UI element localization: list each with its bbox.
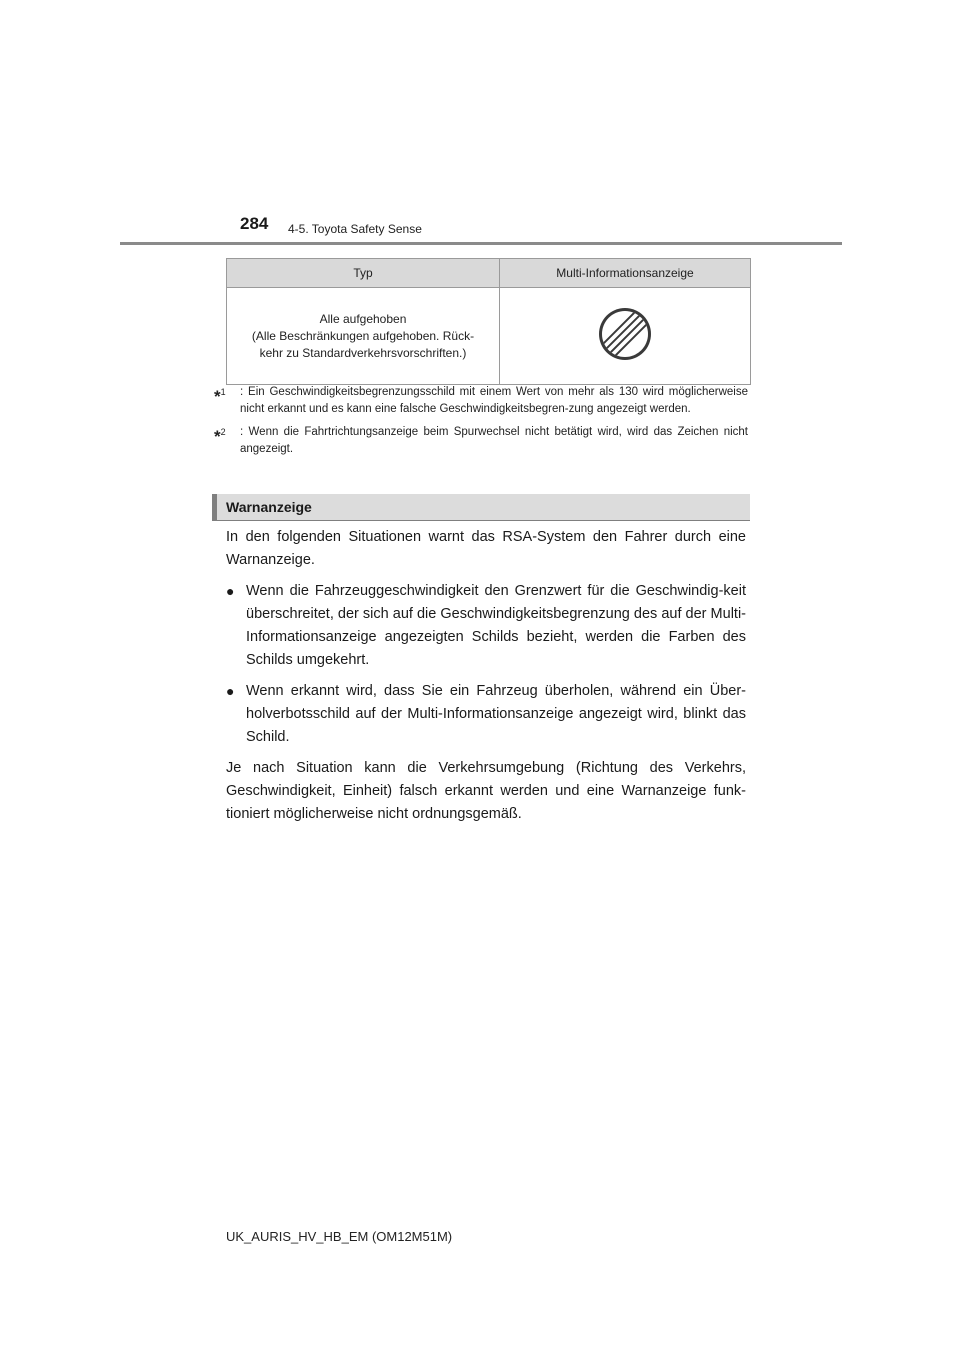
table-header-display: Multi-Informationsanzeige xyxy=(500,259,751,288)
end-of-all-restrictions-sign-icon xyxy=(597,306,653,362)
subheading-warnanzeige xyxy=(212,494,750,521)
body-text xyxy=(226,526,746,834)
type-line: (Alle Beschränkungen aufgehoben. Rück- xyxy=(251,328,475,343)
bullet-icon: ● xyxy=(226,583,235,599)
footnote-text: : Ein Geschwindigkeitsbegrenzungsschild mit einem Wert von mehr als 130 wird möglicherweise nicht erkannt und es kann eine falsche Geschwindigkeitsbegren-zung angezeigt werden. xyxy=(240,386,748,415)
bullet-item xyxy=(226,580,746,672)
section-title: 4-5. Toyota Safety Sense xyxy=(288,222,422,236)
footnote-1 xyxy=(214,384,748,418)
footnote-2 xyxy=(214,424,748,458)
closing-paragraph: Je nach Situation kann die Verkehrsumgebung (Richtung des Verkehrs, Geschwindigkeit, Einheit) falsch erkannt werden und eine Warnanzeige funk-tioniert möglicherweise nicht ordnungsgemäß. xyxy=(226,760,746,822)
footnote-text: : Wenn die Fahrtrichtungsanzeige beim Spurwechsel nicht betätigt wird, wird das Zeichen nicht angezeigt. xyxy=(240,426,748,455)
footer-document-id: UK_AURIS_HV_HB_EM (OM12M51M) xyxy=(226,1229,453,1244)
intro-paragraph: In den folgenden Situationen warnt das RSA-System den Fahrer durch eine Warnanzeige. xyxy=(226,529,746,568)
table-header-row xyxy=(227,259,751,288)
footnote-star: * xyxy=(214,387,221,406)
footnote-number: 2 xyxy=(220,427,226,437)
footnotes xyxy=(214,384,748,464)
bullet-icon: ● xyxy=(226,683,235,699)
footnote-number: 1 xyxy=(220,387,226,397)
table-cell-type xyxy=(227,288,500,385)
table-cell-display xyxy=(500,288,751,385)
footnote-star: * xyxy=(214,427,221,446)
page-number: 284 xyxy=(240,214,269,233)
bullet-text: Wenn die Fahrzeuggeschwindigkeit den Grenzwert für die Geschwindig-keit überschreitet, der sich auf die Geschwindigkeitsbegrenzung des auf der Multi-Informationsanzeige angezeigten Schilds bezieht, werden die Farben des Schilds umgekehrt. xyxy=(246,583,746,668)
sign-table xyxy=(226,258,751,385)
table-header-type: Typ xyxy=(227,259,500,288)
table-row xyxy=(227,288,751,385)
subheading-label: Warnanzeige xyxy=(226,499,312,515)
type-line: Alle aufgehoben xyxy=(319,311,407,326)
type-line: kehr zu Standardverkehrsvorschriften.) xyxy=(259,345,467,360)
bullet-text: Wenn erkannt wird, dass Sie ein Fahrzeug überholen, während ein Über-holverbotsschild auf der Multi-Informationsanzeige angezeigt wird, blinkt das Schild. xyxy=(246,683,746,745)
bullet-item xyxy=(226,680,746,749)
header-rule xyxy=(120,242,842,245)
